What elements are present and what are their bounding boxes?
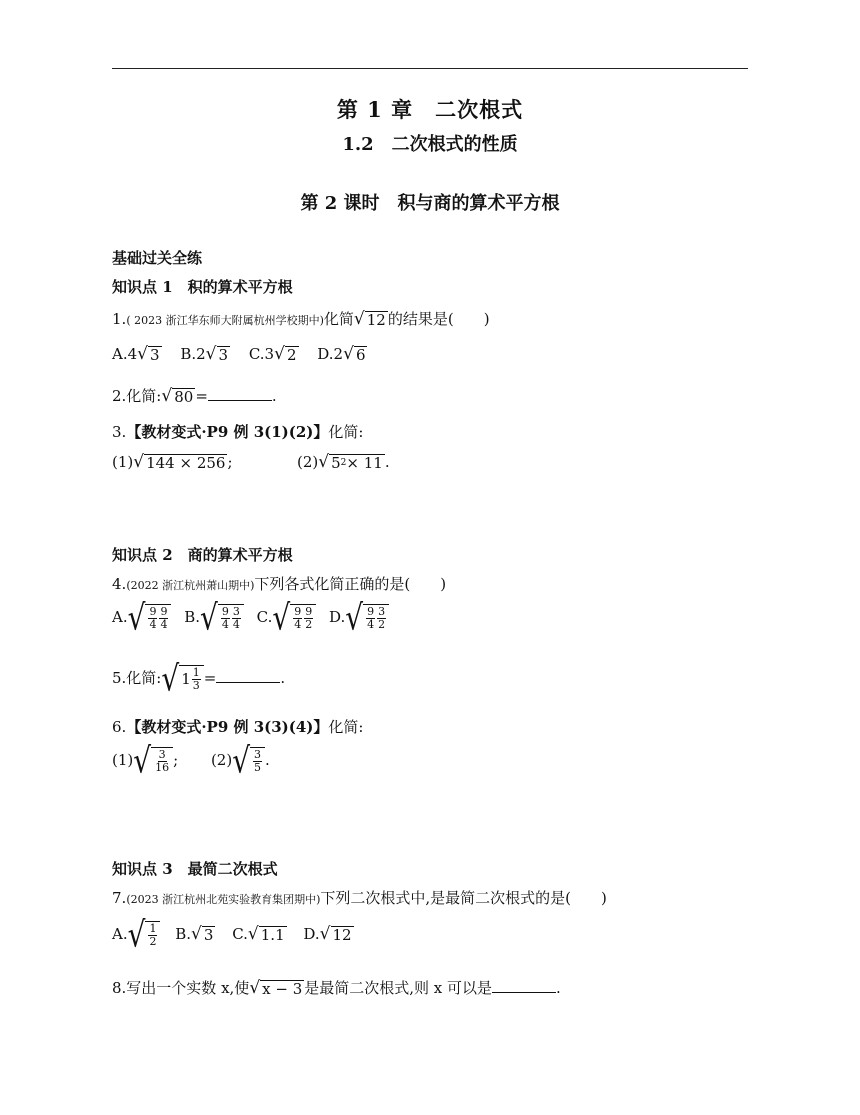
sqrt-expression: √ 12 [353,309,386,330]
question-source: (2023 浙江杭州北苑实验教育集团期中) [126,893,321,906]
question-6-parts [112,739,270,781]
question-source: (2022 浙江杭州萧山期中) [126,579,255,592]
question-2: 2.化简: √ 80 = . [112,386,277,407]
question-1 [112,308,490,329]
option-a: A. √ $\frac{9}{4}$ $\frac{9}{4}$ [112,608,171,626]
option-b: B. √ 3 [175,924,214,945]
option-b: B.2 √ 3 [180,344,229,365]
answer-blank[interactable] [492,980,556,993]
option-d: D. √ 12 [303,924,352,945]
exercise-group-title: 基础过关全练 [112,249,203,267]
option-c: C. √ $\frac{9}{4}$ $\frac{9}{2}$ [257,608,317,626]
option-c: C.3 √ 2 [248,344,297,365]
option-a: A.4 √ 3 [112,344,160,365]
option-a: A. √ $\frac{1}{2}$ [112,925,160,943]
question-3-part-1: (1) √ 144 × 256 ; [112,452,233,473]
question-6: 6.【教材变式·P9 例 3(3)(4)】化简: [112,718,364,736]
chapter-title: 第 1 章 二次根式 [336,97,524,122]
question-number: 1. [112,310,127,328]
question-8: 8.写出一个实数 x,使 √ x − 3 是最简二次根式,则 x 可以是 . [112,978,561,999]
textbook-tag: 【教材变式·P9 例 3(3)(4)】 [126,718,329,736]
question-3: 3.【教材变式·P9 例 3(1)(2)】化简: [112,423,364,441]
part-2: (2) √ $\frac{3}{5}$ . [210,739,270,781]
answer-blank[interactable] [216,670,280,683]
answer-blank[interactable] [208,388,272,401]
option-d: D. √ $\frac{9}{4}$ $\frac{3}{2}$ [329,608,389,626]
option-d: D.2 √ 6 [317,344,366,365]
knowledge-point-2-title: 知识点 2 商的算术平方根 [112,546,293,564]
question-1-options [112,345,367,364]
question-7: 7.(2023 浙江杭州北苑实验教育集团期中)下列二次根式中,是最简二次根式的是( ) [112,889,607,907]
question-text: 化简 [323,310,354,328]
section-title: 1.2 二次根式的性质 [342,134,518,155]
question-7-options [112,913,354,955]
question-3-part-2: (2) √ 5 2 × 11 . [297,452,390,473]
knowledge-point-3-title: 知识点 3 最简二次根式 [112,860,278,878]
textbook-tag: 【教材变式·P9 例 3(1)(2)】 [126,423,329,441]
question-4: 4.(2022 浙江杭州萧山期中)下列各式化简正确的是( ) [112,575,447,593]
option-c: C. √ 1.1 [232,924,285,945]
knowledge-point-1-title: 知识点 1 积的算术平方根 [112,278,293,296]
lesson-title: 第 2 课时 积与商的算术平方根 [300,193,560,214]
question-text-tail: 的结果是( ) [387,310,490,328]
question-4-options [112,596,389,638]
header-rule [112,68,748,69]
option-b: B. √ $\frac{9}{4}$ $\frac{3}{4}$ [184,608,244,626]
part-1: (1) √ $\frac{3}{16}$ ; [112,739,179,781]
question-5: 5.化简: √ 1 $\frac{1}{3}$ = . [112,657,286,699]
question-source: ( 2023 浙江华东师大附属杭州学校期中) [126,314,324,327]
